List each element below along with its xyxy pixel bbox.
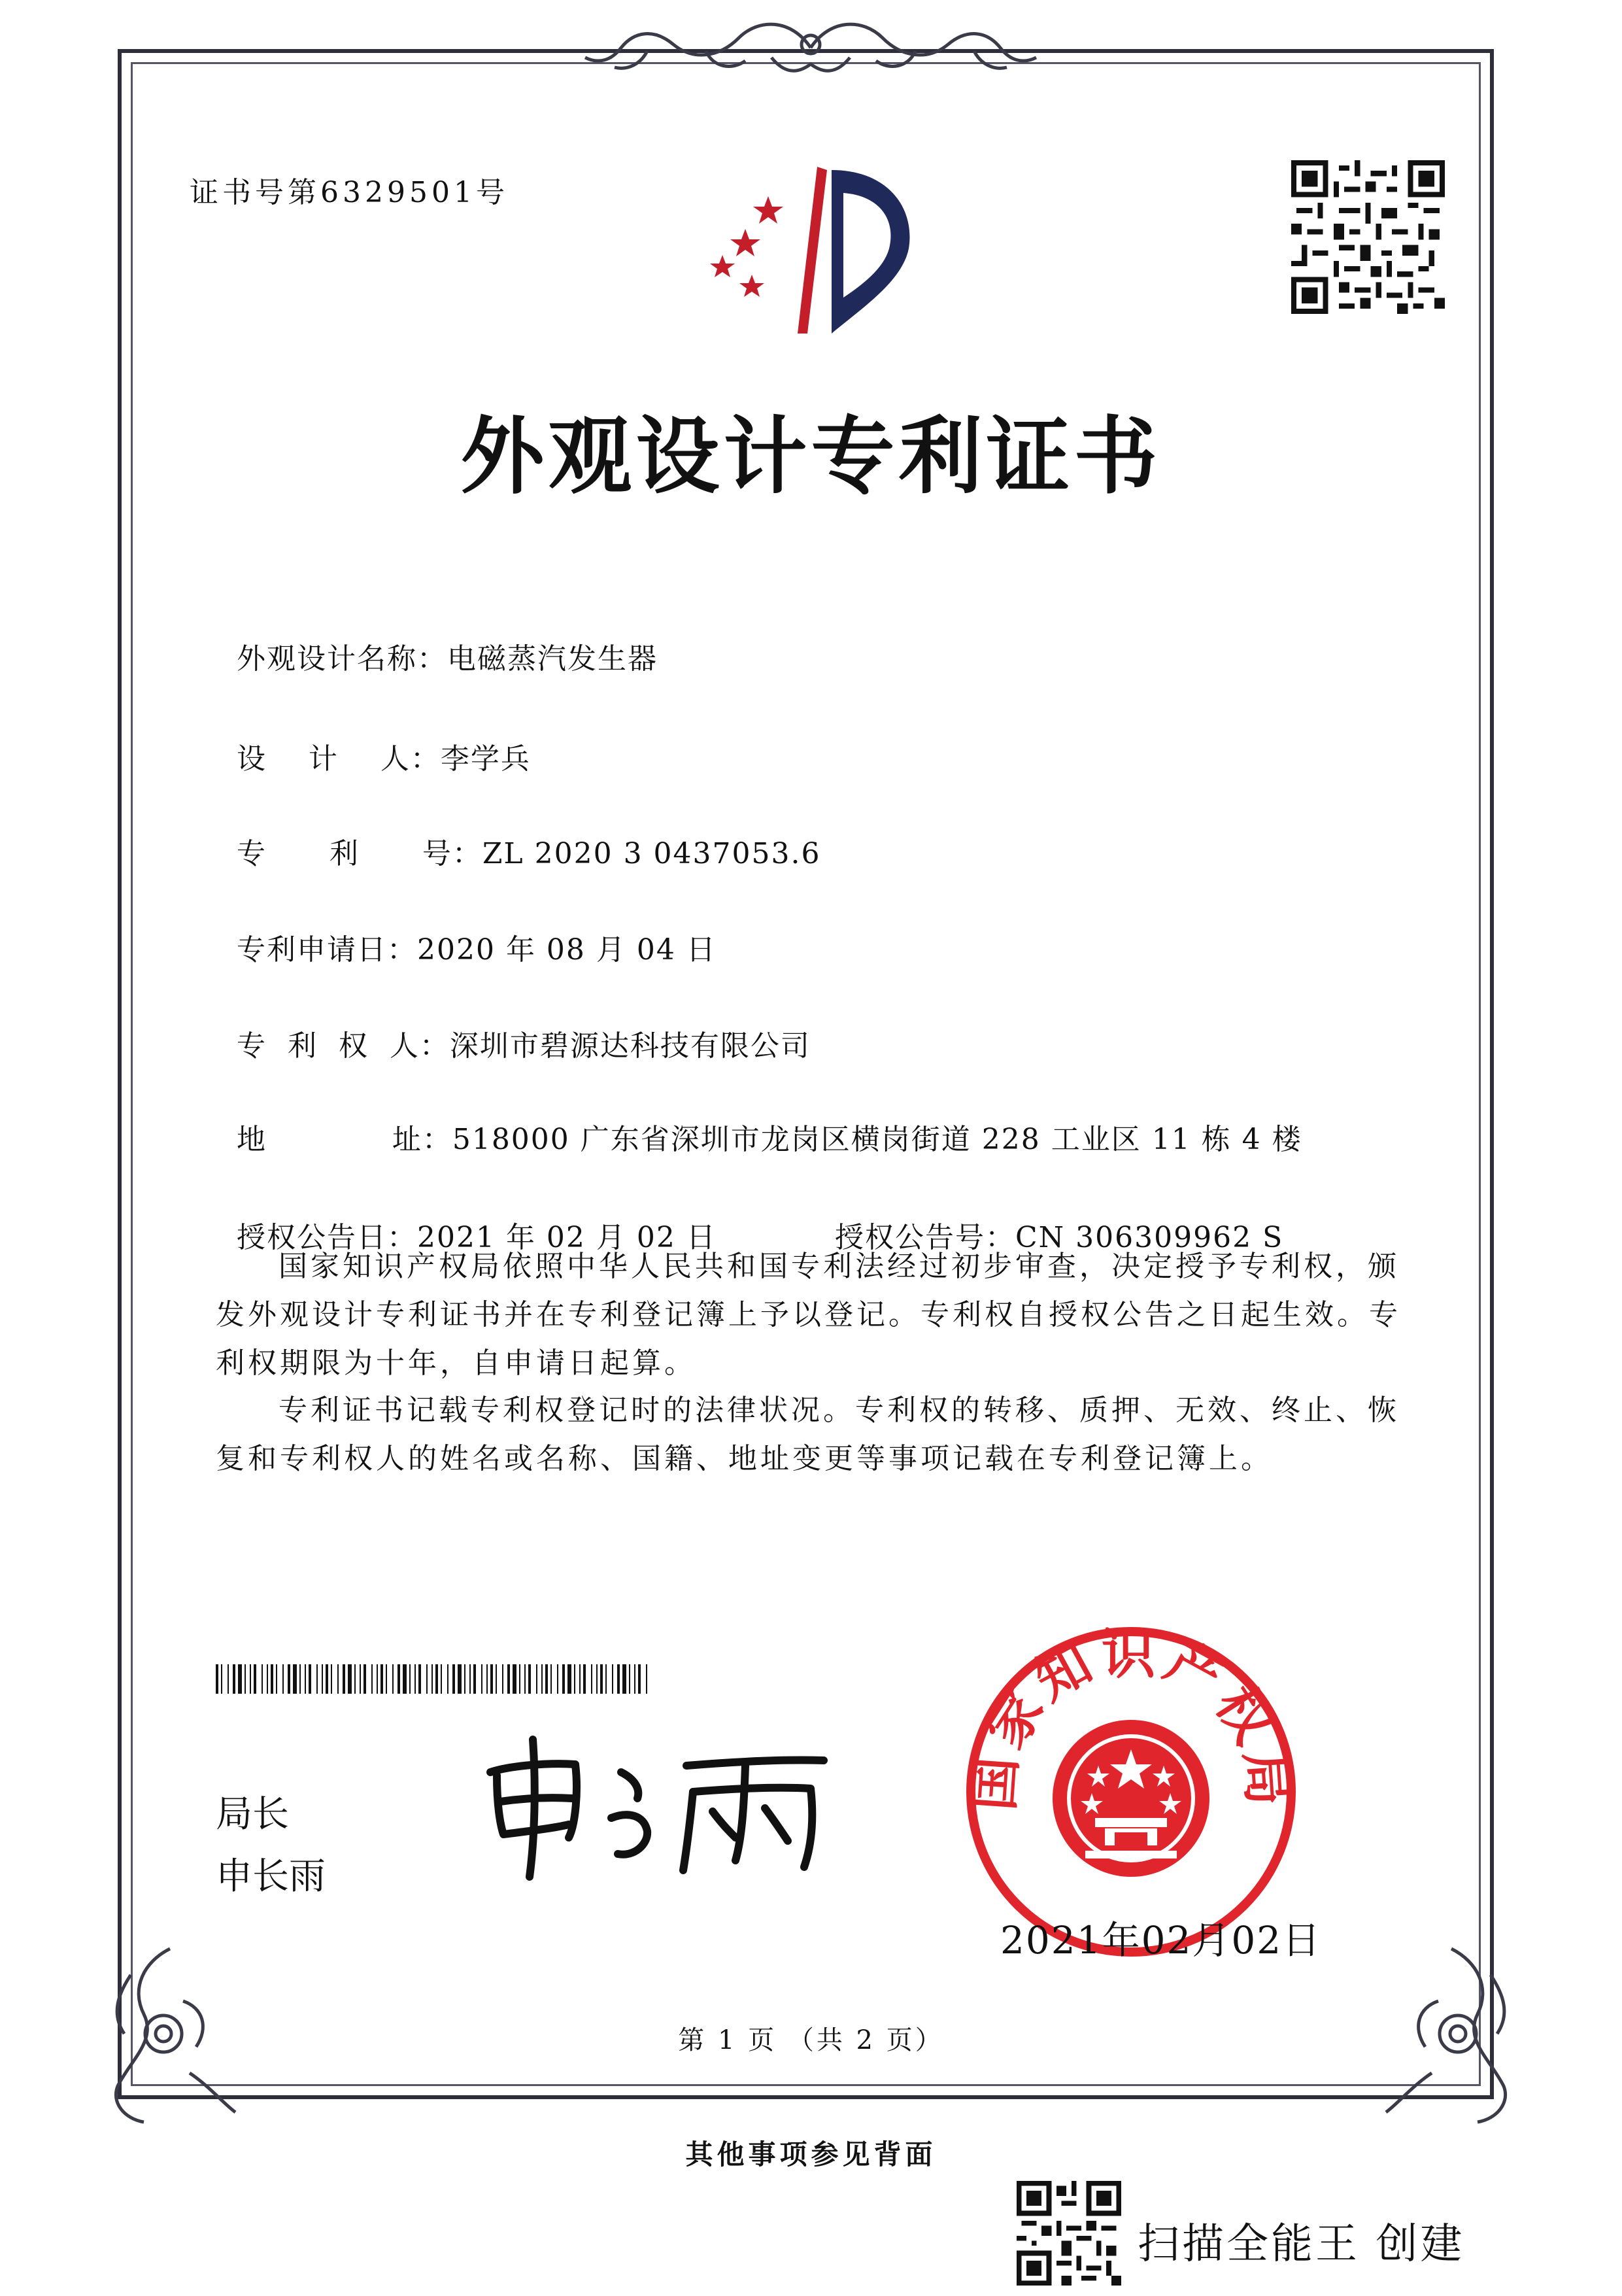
- field-patentee: [216, 989, 811, 1064]
- field-value: 深圳市碧源达科技有限公司: [449, 1029, 811, 1063]
- field-patent-number: [216, 797, 821, 872]
- field-application-date: [216, 893, 717, 968]
- field-value: 2020 年 08 月 04 日: [416, 933, 717, 967]
- barcode-icon: [216, 1664, 647, 1694]
- qr-code-icon: [1291, 160, 1445, 314]
- field-label: 地 址：: [236, 1123, 452, 1156]
- field-label: 设 计 人：: [236, 742, 441, 776]
- field-value: 李学兵: [440, 742, 531, 776]
- director-signature: [471, 1726, 837, 1883]
- field-design-name: [216, 602, 658, 677]
- field-label: 专 利 号：: [236, 837, 482, 870]
- seal-date: 2021年02月02日: [1000, 1918, 1322, 1962]
- paragraph-grant: 国家知识产权局依照中华人民共和国专利法经过初步审查，决定授予专利权，颁发外观设计专利证书并在专利登记簿上予以登记。专利权自授权公告之日起生效。专利权期限为十年，自申请日起算。: [216, 1250, 1401, 1380]
- field-address: [216, 1082, 1302, 1157]
- page-number: 第 1 页 （共 2 页）: [678, 2025, 944, 2055]
- field-label: 专 利 权 人：: [236, 1029, 450, 1063]
- field-value: 2021 年 02 月 02 日: [416, 1221, 717, 1254]
- field-label: 授权公告日：: [236, 1221, 417, 1254]
- field-value: 电磁蒸汽发生器: [447, 642, 658, 676]
- scanner-qr-code-icon: [1017, 2181, 1121, 2286]
- director-title: 局长: [216, 1793, 289, 1836]
- top-ornament-icon: [575, 12, 1046, 84]
- field-value: 518000 广东省深圳市龙岗区横岗街道 228 工业区 11 栋 4 楼: [452, 1123, 1302, 1156]
- field-label: 专利申请日：: [236, 933, 417, 967]
- field-value: CN 306309962 S: [1015, 1221, 1284, 1254]
- seal-text: 国家知识产权局: [962, 1624, 1300, 1813]
- paragraph-legal-status: 专利证书记载专利权登记时的法律状况。专利权的转移、质押、无效、终止、恢复和专利权人的姓名或名称、国籍、地址变更等事项记载在专利登记簿上。: [216, 1394, 1400, 1475]
- director-name: 申长雨: [216, 1855, 326, 1898]
- see-reverse-note: 其他事项参见背面: [685, 2138, 937, 2170]
- field-label: 授权公告号：: [834, 1221, 1015, 1254]
- patent-office-logo: [693, 157, 935, 340]
- field-value: ZL 2020 3 0437053.6: [482, 837, 821, 870]
- scanner-watermark-text: 扫描全能王 创建: [1138, 2220, 1465, 2269]
- certificate-number: 证书号第6329501号: [190, 176, 509, 209]
- field-designer: [216, 702, 531, 777]
- national-emblem-icon: [1053, 1720, 1209, 1877]
- field-label: 外观设计名称：: [236, 642, 447, 676]
- certificate-title: 外观设计专利证书: [460, 408, 1162, 505]
